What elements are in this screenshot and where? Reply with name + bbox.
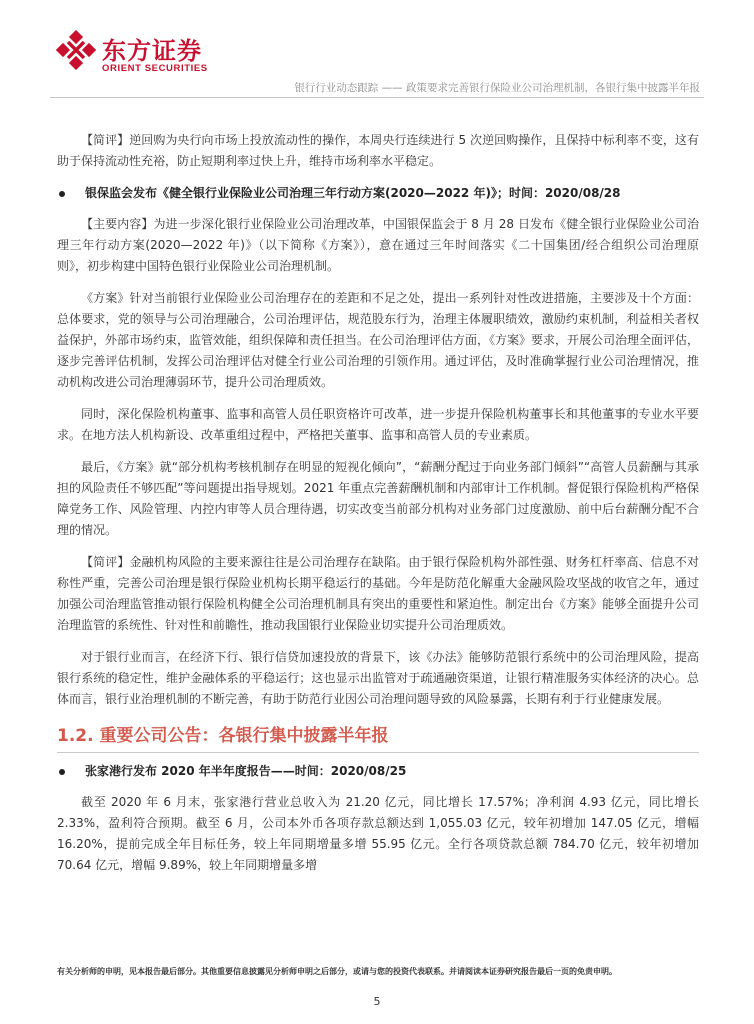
paragraph-governance-comment: 【简评】金融机构风险的主要来源往往是公司治理存在缺陷。由于银行保险机构外部性强、财务杠杆率高、信息不对称性严重，完善公司治理是银行保险业机构长期平稳运行的基础。今年是防范化解重大金融风险攻坚战的收官之年，通过加强公司治理监管推动银行保险机构健全公司治理机制具有突出的重要性和紧迫性。制定出台《方案》能够全面提升公司治理监管的系统性、针对性和前瞻性，推动我国银行业保险业切实提升公司治理质效。 (57, 555, 699, 632)
news-heading-text: 张家港行发布 2020 年半年度报告——时间：2020/08/25 (85, 764, 407, 778)
header-divider (50, 97, 704, 98)
brand-name-en: ORIENT SECURITIES (102, 63, 208, 74)
bullet-icon (59, 191, 65, 197)
paragraph-plan-measures: 《方案》针对当前银行业保险业公司治理存在的差距和不足之处，提出一系列针对性改进措施，主要涉及十个方面：总体要求，党的领导与公司治理融合，公司治理评估，规范股东行为，治理主体履职绩效，激励约束机制，利益相关者权益保护，外部市场约束，监管效能，组织保障和责任担当。在公司治理评估方面，《方案》要求，开展公司治理全面评估，逐步完善评估机制，发挥公司治理评估对健全行业公司治理的引领作用。通过评估，及时准确掌握行业公司治理情况，推动机构改进公司治理薄弱环节，提升公司治理质效。 (57, 291, 700, 389)
orient-securities-logo-icon (56, 30, 96, 70)
page-number: 5 (373, 995, 381, 1008)
news-heading-text: 银保监会发布《健全银行业保险业公司治理三年行动方案(2020—2022 年)》；时间：2020/08/28 (85, 186, 621, 200)
news-heading-cbirc-action-plan (57, 183, 699, 204)
paragraph-main-content: 【主要内容】为进一步深化银行业保险业公司治理改革，中国银保监会于 8 月 28 日发布《健全银行业保险业公司治理三年行动方案(2020—2022 年)》（以下简称《方案》），意在通过三年时间落实《二十国集团/经合组织公司治理原则》，初步构建中国特色银行业保险业公司治理机制。 (57, 217, 699, 273)
brand-name-cn: 东方证券 (102, 37, 202, 65)
disclaimer-footer: 有关分析师的申明，见本报告最后部分。其他重要信息披露见分析师申明之后部分，或请与您的投资代表联系。并请阅读本证券研究报告最后一页的免责申明。 (57, 967, 617, 976)
section-title: 1.2. 重要公司公告：各银行集中披露半年报 (57, 721, 699, 753)
news-heading-zjg-bank-report (57, 761, 699, 782)
paragraph-industry-impact: 对于银行业而言，在经济下行、银行信贷加速投放的背景下，该《办法》能够防范银行系统中的公司治理风险，提高银行系统的稳定性，维护金融体系的平稳运行；这也显示出监管对于疏通融资渠道，让银行精准服务实体经济的决心。总体而言，银行业治理机制的不断完善，有助于防范行业因公司治理问题导致的风险暴露，长期有利于行业健康发展。 (57, 650, 699, 706)
running-header: 银行行业动态跟踪 —— 政策要求完善银行保险业公司治理机制，各银行集中披露半年报 (294, 82, 700, 94)
report-body (57, 130, 699, 887)
paragraph-qualification-reform: 同时，深化保险机构董事、监事和高管人员任职资格许可改革，进一步提升保险机构董事长和其他董事的专业水平要求。在地方法人机构新设、改革重组过程中，严格把关董事、监事和高管人员的专业素质。 (57, 407, 699, 442)
paragraph-reverse-repo-comment: 【简评】逆回购为央行向市场上投放流动性的操作，本周央行连续进行 5 次逆回购操作，且保持中标利率不变，这有助于保持流动性充裕，防止短期利率过快上升，维持市场利率水平稳定。 (57, 133, 699, 168)
paragraph-compensation: 最后，《方案》就“部分机构考核机制存在明显的短视化倾向”，“薪酬分配过于向业务部门倾斜”“高管人员薪酬与其承担的风险责任不够匹配”等问题提出指导规划。2021 年重点完善薪酬机制和内部审计工作机制。督促银行保险机构严格保障党务工作、风险管理、内控内审等人员合理待遇，切实改变当前部分机构对业务部门过度激励、前中后台薪酬分配不合理的情况。 (57, 460, 699, 537)
paragraph-zjg-bank-results: 截至 2020 年 6 月末，张家港行营业总收入为 21.20 亿元，同比增长 17.57%；净利润 4.93 亿元，同比增长 2.33%，盈利符合预期。截至 6 月，公司本外币各项存款总额达到 1,055.03 亿元，较年初增加 147.05 亿元，增幅 16.20%，提前完成全年目标任务，较上年同期增量多增 55.95 亿元。全行各项贷款总额 784.70 亿元，较年初增加 70.64 亿元，增幅 9.89%，较上年同期增量多增 (57, 795, 699, 872)
bullet-icon (59, 769, 65, 775)
